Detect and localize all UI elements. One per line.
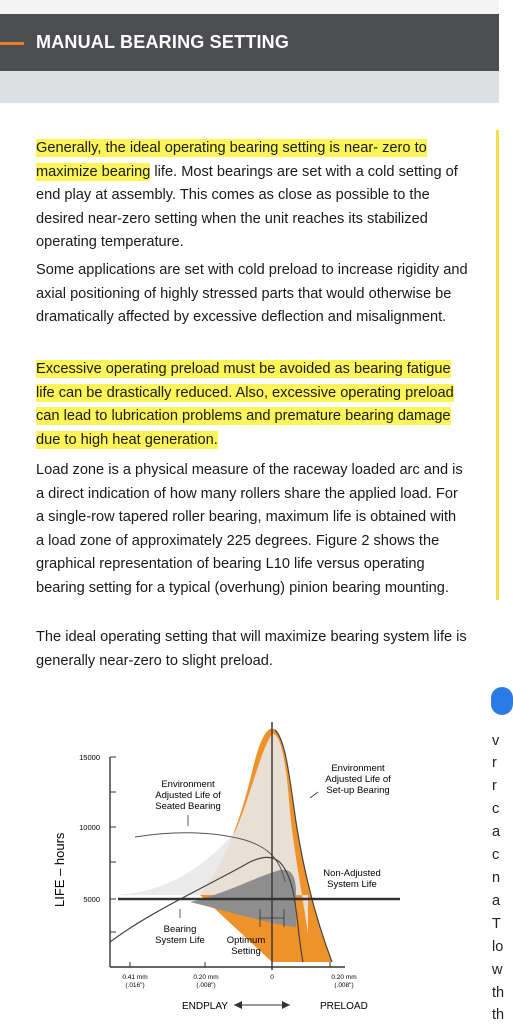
paragraph-3 <box>36 358 468 452</box>
seated-label-line: Environment <box>161 779 215 790</box>
paragraph-4-text: Load zone is a physical measure of the raceway loaded arc and is a direct indication of how many rollers share the applied load. For a single-row tapered roller bearing, maximum life is obtained with a load zone of approximately 225 degrees. Figure 2 shows the graphical representation of bearing L10 life versus operating bearing setting for a typical (overhung) pinion bearing mounting. <box>36 462 463 596</box>
y-tick-label: 15000 <box>79 753 100 762</box>
header-accent-bar <box>0 42 24 45</box>
paragraph-4 <box>36 459 468 601</box>
system-label-line: System Life <box>155 935 205 946</box>
side-letter: r <box>492 778 497 794</box>
system-label-line: Bearing <box>163 924 197 935</box>
x-tick-label: 0 <box>270 974 274 981</box>
x-tick-label: 0.20 mm <box>331 974 357 981</box>
paragraph-1-rest: life. Most bearings are set with a cold setting of end play at assembly. This comes as close as possible to the desired near-zero setting when the unit reaches its stabilized operating temperature. <box>36 163 458 251</box>
top-strip <box>0 0 499 14</box>
section-header <box>0 14 499 71</box>
highlight-1: Generally, the ideal operating bearing setting is near- zero to maximize bearing <box>36 140 427 180</box>
optimum-label-line: Optimum <box>226 935 266 946</box>
x-tick-sub: (.008") <box>334 982 354 989</box>
side-letter: n <box>492 870 501 886</box>
side-letter: a <box>492 893 501 909</box>
section-title: MANUAL BEARING SETTING <box>36 32 290 52</box>
paragraph-1 <box>36 137 468 255</box>
x-tick-label: 0.41 mm <box>122 974 148 981</box>
side-letter: v <box>492 733 500 749</box>
optimum-label-line: Setting <box>231 946 261 957</box>
side-letter: lo <box>492 939 504 955</box>
blue-marker-icon <box>491 687 513 715</box>
endplay-label: ENDPLAY <box>182 1001 228 1012</box>
paragraph-2 <box>36 259 468 330</box>
x-tick-label: 0.20 mm <box>193 974 219 981</box>
side-letter: a <box>492 824 501 840</box>
paragraph-5-text: The ideal operating setting that will maximize bearing system life is generally near-zero to slight preload. <box>36 629 467 669</box>
y-tick-label: 5000 <box>83 895 100 904</box>
header-subbar <box>0 71 499 103</box>
x-tick-sub: (.008") <box>196 982 216 989</box>
adjacent-page-column <box>485 665 505 1025</box>
setup-label-line: Set-up Bearing <box>326 785 390 796</box>
setup-label-line: Environment <box>331 763 385 774</box>
y-axis-label: LIFE – hours <box>52 832 67 907</box>
side-letter: w <box>492 962 503 978</box>
setup-pointer <box>310 792 318 798</box>
seated-label-line: Adjusted Life of <box>155 790 221 801</box>
right-arrow-icon <box>282 1001 290 1009</box>
nonadjusted-label-line: Non-Adjusted <box>323 868 381 879</box>
x-tick-sub: (.016") <box>125 982 145 989</box>
side-letter: th <box>492 985 505 1001</box>
highlight-3: Excessive operating preload must be avoided as bearing fatigue life can be drastically reduced. Also, excessive operating preload can lead to lubrication problems and premature bearing damage due to high heat generation. <box>36 361 454 448</box>
right-highlight-edge <box>496 130 499 600</box>
bearing-life-chart <box>40 712 391 1017</box>
side-letter: th <box>492 1007 505 1023</box>
side-letter: T <box>492 916 501 932</box>
side-letter: r <box>492 755 497 771</box>
y-tick-label: 10000 <box>79 823 100 832</box>
paragraph-5 <box>36 626 468 673</box>
side-letter: c <box>492 801 500 817</box>
preload-label: PRELOAD <box>320 1001 368 1012</box>
nonadjusted-label-line: System Life <box>327 879 377 890</box>
seated-label-line: Seated Bearing <box>155 801 221 812</box>
paragraph-2-text: Some applications are set with cold preload to increase rigidity and axial positioning of highly stressed parts that would otherwise be dramatically affected by excessive deflection and misalignment. <box>36 262 468 326</box>
left-arrow-icon <box>234 1001 242 1009</box>
setup-label-line: Adjusted Life of <box>325 774 391 785</box>
side-letter: c <box>492 847 500 863</box>
